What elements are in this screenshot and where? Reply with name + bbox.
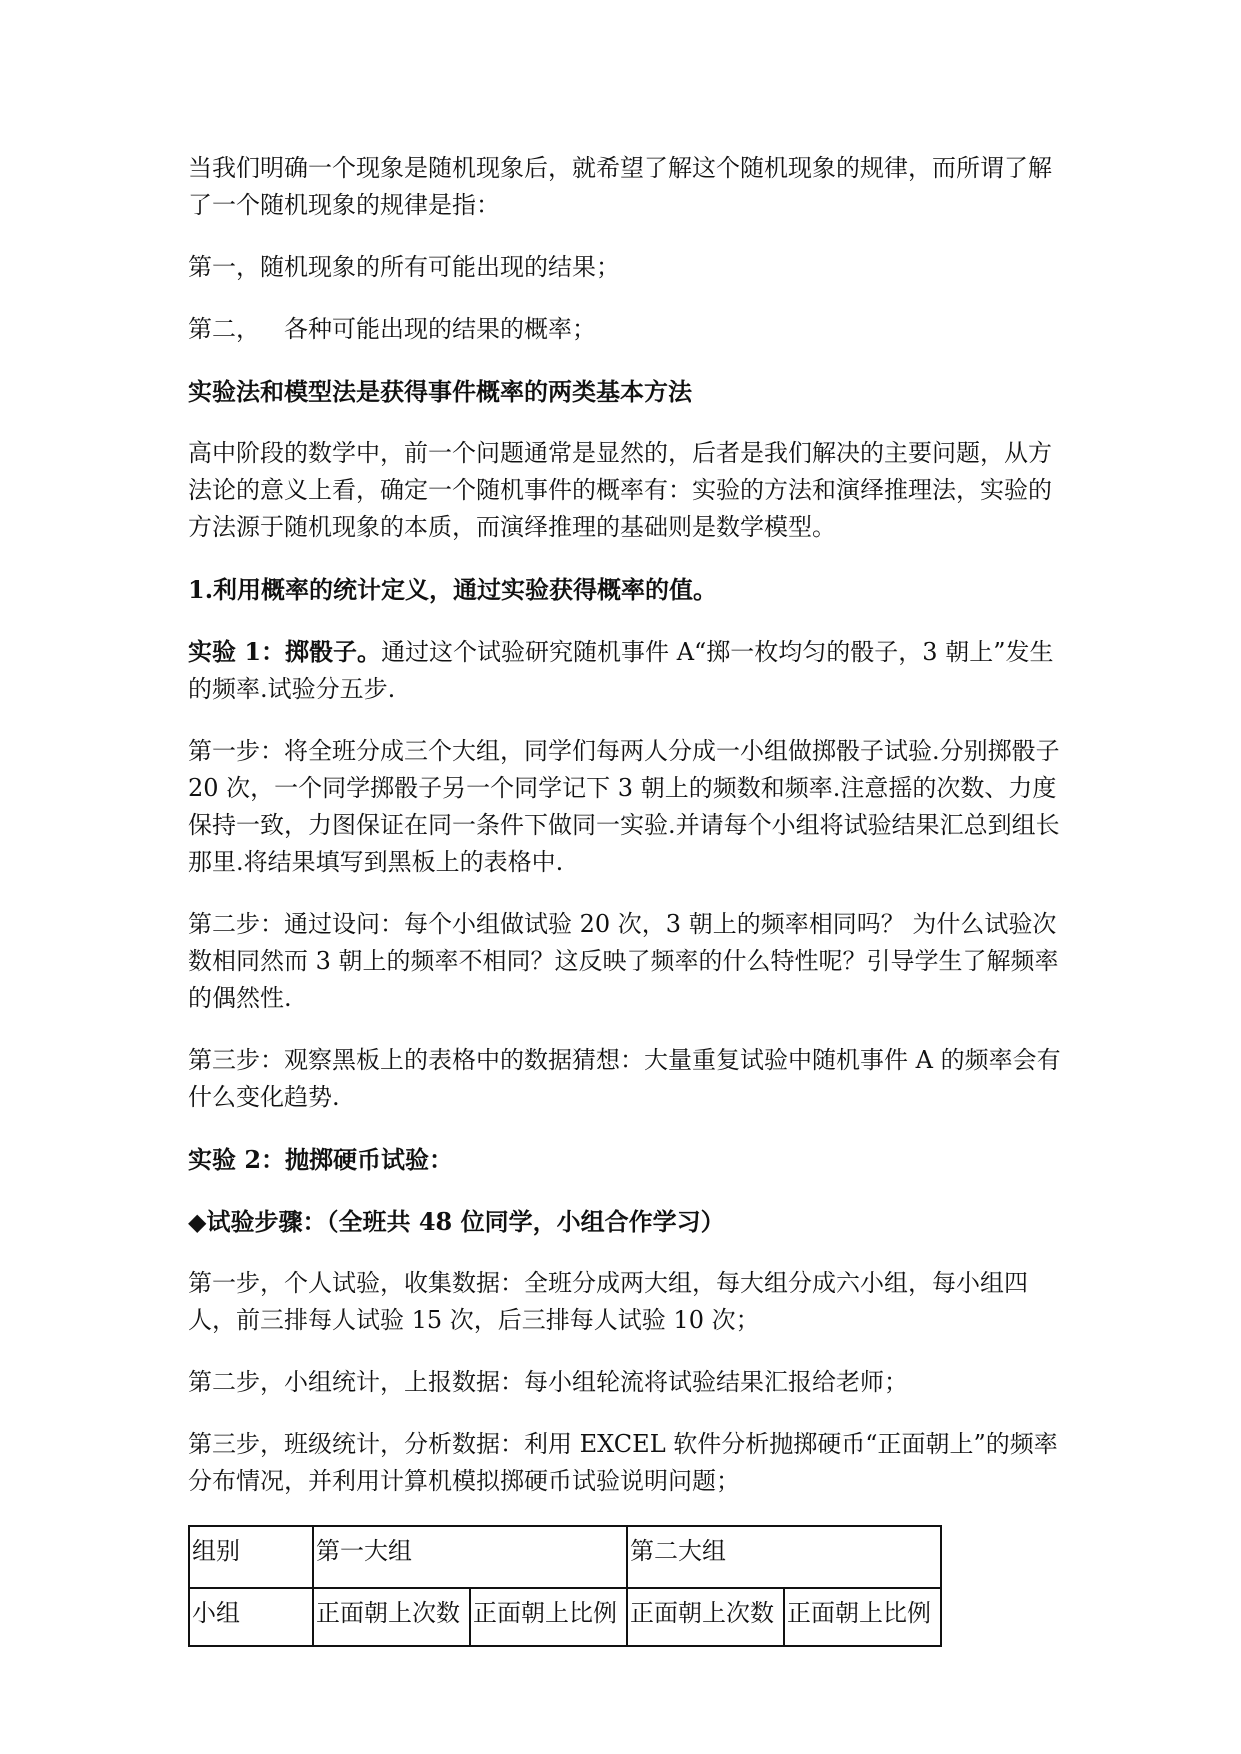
intro-paragraph: 当我们明确一个现象是随机现象后，就希望了解这个随机现象的规律，而所谓了解了一个随机现象的规律是指： bbox=[188, 154, 1052, 219]
table-cell: 正面朝上比例 bbox=[470, 1588, 627, 1646]
table-cell: 第一大组 bbox=[313, 1526, 627, 1588]
methods-heading: 实验法和模型法是获得事件概率的两类基本方法 bbox=[188, 377, 692, 406]
table-row bbox=[189, 1588, 941, 1646]
experiment2-heading: 实验 2：抛掷硬币试验： bbox=[188, 1145, 454, 1174]
experiment1-text: 通过这个试验研究随机事件 A“掷一枚均匀的骰子，3 朝上”发生的频率.试验分五步. bbox=[188, 638, 1054, 703]
table-cell: 小组 bbox=[189, 1588, 313, 1646]
diamond-bullet-icon: ◆ bbox=[188, 1207, 207, 1236]
statistical-definition-heading: 1.利用概率的统计定义，通过实验获得概率的值。 bbox=[188, 575, 718, 604]
experiment1-step1: 第一步：将全班分成三个大组，同学们每两人分成一小组做掷骰子试验.分别掷骰子 20 次，一个同学掷骰子另一个同学记下 3 朝上的频数和频率.注意摇的次数、力度保持一致，力图保证在同一条件下做同一实验.并请每个小组将试验结果汇总到组长那里.将结果填写到黑板上的表格中. bbox=[188, 737, 1060, 876]
table-cell: 正面朝上次数 bbox=[313, 1588, 470, 1646]
experiment1-title: 实验 1：掷骰子。 bbox=[188, 637, 382, 666]
experiment1-paragraph bbox=[188, 633, 1068, 708]
table-row bbox=[189, 1526, 941, 1588]
second-point-label: 第二， bbox=[188, 315, 260, 343]
test-steps-title: 试验步骤：（全班共 48 位同学，小组合作学习） bbox=[206, 1207, 725, 1236]
experiment2-step2: 第二步，小组统计，上报数据：每小组轮流将试验结果汇报给老师； bbox=[188, 1368, 908, 1396]
second-point bbox=[188, 311, 1068, 348]
experiment2-step1: 第一步，个人试验，收集数据：全班分成两大组，每大组分成六小组，每小组四人，前三排每人试验 15 次，后三排每人试验 10 次； bbox=[188, 1269, 1028, 1334]
methods-paragraph: 高中阶段的数学中，前一个问题通常是显然的，后者是我们解决的主要问题，从方法论的意义上看，确定一个随机事件的概率有：实验的方法和演绎推理法，实验的方法源于随机现象的本质，而演绎推理的基础则是数学模型。 bbox=[188, 439, 1052, 541]
experiment1-step3: 第三步：观察黑板上的表格中的数据猜想：大量重复试验中随机事件 A 的频率会有什么变化趋势. bbox=[188, 1046, 1061, 1111]
first-point: 第一，随机现象的所有可能出现的结果； bbox=[188, 253, 620, 281]
experiment1-step2: 第二步：通过设问：每个小组做试验 20 次，3 朝上的频率相同吗？ 为什么试验次数相同然而 3 朝上的频率不相同？这反映了频率的什么特性呢？引导学生了解频率的偶然性. bbox=[188, 910, 1059, 1012]
table-cell: 正面朝上次数 bbox=[627, 1588, 784, 1646]
table-cell: 正面朝上比例 bbox=[784, 1588, 941, 1646]
results-table bbox=[188, 1525, 942, 1647]
table-cell: 组别 bbox=[189, 1526, 313, 1588]
table-cell: 第二大组 bbox=[627, 1526, 941, 1588]
document-page bbox=[188, 150, 1068, 1647]
test-steps-heading bbox=[188, 1203, 1068, 1240]
second-point-text: 各种可能出现的结果的概率； bbox=[284, 315, 596, 343]
experiment2-step3: 第三步，班级统计，分析数据：利用 EXCEL 软件分析抛掷硬币“正面朝上”的频率分布情况，并利用计算机模拟掷硬币试验说明问题； bbox=[188, 1430, 1058, 1495]
